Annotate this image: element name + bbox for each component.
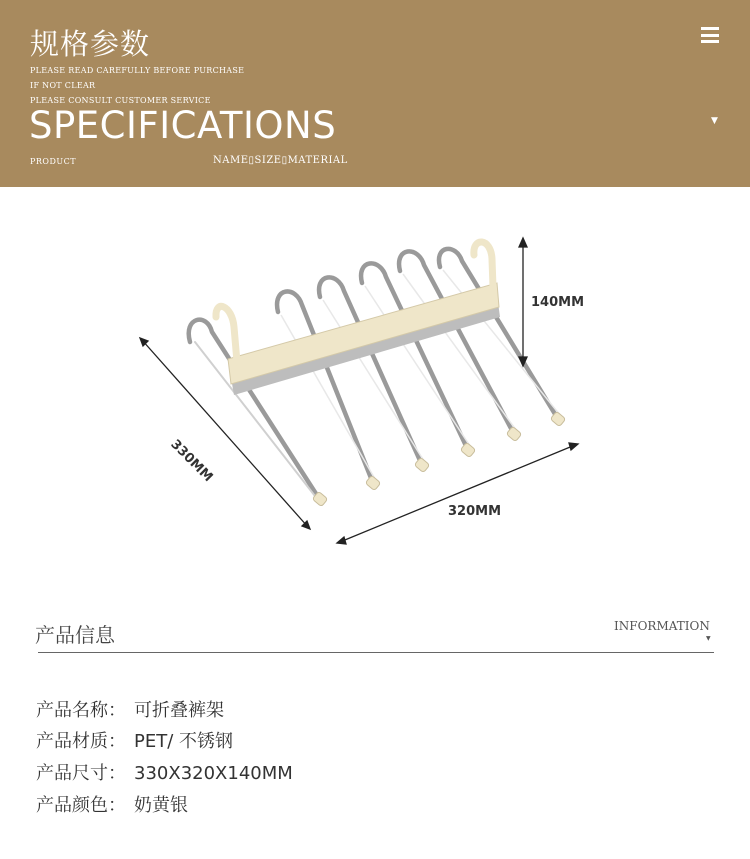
- spec-row-material: [36, 727, 233, 753]
- menu-icon[interactable]: [701, 27, 719, 43]
- spec-value: 330X320X140MM: [134, 763, 293, 784]
- info-title-cn: 产品信息: [35, 623, 115, 647]
- spec-key: 产品尺寸：: [36, 763, 126, 784]
- note-consult-service: PLEASE CONSULT CUSTOMER SERVICE: [30, 96, 211, 105]
- spec-key: 产品名称：: [36, 700, 126, 721]
- section-title-en: SPECIFICATIONS: [29, 104, 337, 147]
- note-if-not-clear: IF NOT CLEAR: [30, 81, 96, 90]
- spec-row-size: [36, 759, 293, 785]
- header-banner: [0, 0, 750, 187]
- spec-row-name: [36, 696, 224, 722]
- rod-highlights: [281, 270, 560, 479]
- chevron-down-icon: ▼: [706, 635, 711, 642]
- pants-rack-drawing: [0, 187, 750, 587]
- height-dimension-label: 140MM: [531, 295, 585, 310]
- cross-bar: [228, 283, 500, 395]
- spec-key: 产品颜色：: [36, 795, 126, 816]
- chevron-down-icon[interactable]: ▼: [711, 116, 718, 126]
- spec-value: PET/ 不锈钢: [134, 731, 234, 752]
- product-label: PRODUCT: [30, 157, 77, 166]
- width-dimension-label: 320MM: [448, 504, 502, 519]
- depth-dimension-label: 330MM: [167, 437, 216, 486]
- dimension-lines: [140, 238, 578, 544]
- spec-value: 可折叠裤架: [134, 700, 224, 721]
- info-title-en: INFORMATION: [614, 619, 710, 633]
- divider: [38, 652, 714, 653]
- section-title-cn: 规格参数: [30, 27, 151, 61]
- spec-value: 奶黄银: [134, 795, 188, 816]
- spec-row-color: [36, 791, 188, 817]
- spec-key: 产品材质：: [36, 731, 126, 752]
- note-read-carefully: PLEASE READ CAREFULLY BEFORE PURCHASE: [30, 66, 245, 75]
- fields-label: NAME▯SIZE▯MATERIAL: [213, 155, 348, 166]
- product-figure: [0, 187, 750, 587]
